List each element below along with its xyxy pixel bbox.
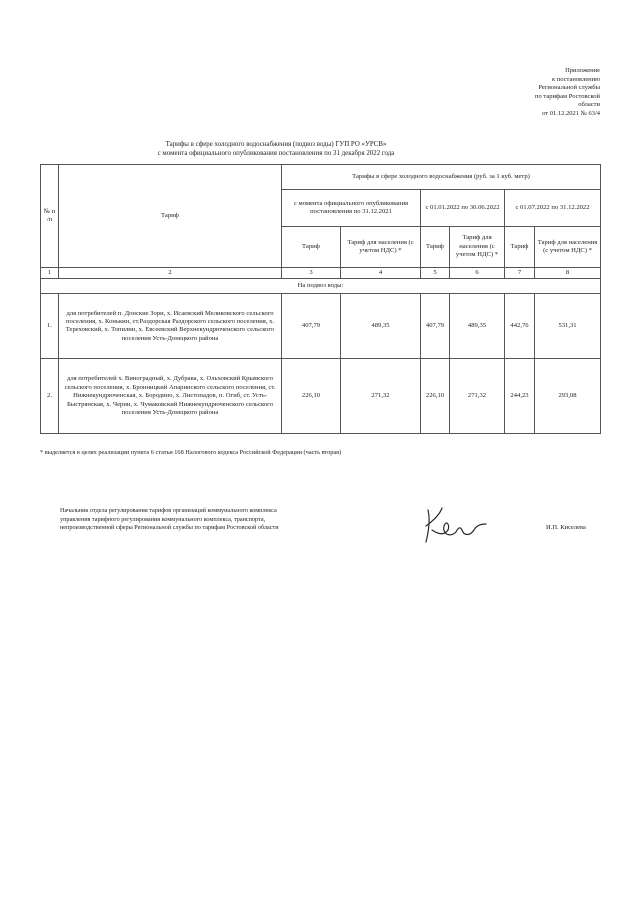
title-line: Тарифы в сфере холодного водоснабжения (подвоз воды) ГУП РО «УРСВ» — [165, 141, 387, 148]
header-sub-tariff: Тариф — [421, 227, 450, 268]
appendix-note — [400, 67, 600, 119]
row-num: 2. — [41, 359, 59, 434]
value-cell: 531,31 — [535, 294, 601, 359]
signer-line: управления тарифного регулирования коммунального комплекса, транспорта, — [60, 515, 266, 523]
signer-position — [60, 507, 360, 533]
index-cell: 3 — [282, 268, 341, 279]
tariff-table — [40, 164, 601, 434]
value-cell: 226,10 — [421, 359, 450, 434]
value-cell: 442,76 — [505, 294, 535, 359]
section-label: На подвоз воды: — [41, 279, 601, 294]
section-row — [41, 279, 601, 294]
appendix-line: по тарифам Ростовской — [535, 92, 600, 100]
value-cell: 244,23 — [505, 359, 535, 434]
header-period: с 01.01.2022 по 30.06.2022 — [421, 190, 505, 227]
signer-line: непроизводственной сферы Региональной службы по тарифам Ростовской области — [60, 524, 279, 532]
index-cell: 4 — [341, 268, 421, 279]
header-period: с момента официального опубликования постановления по 31.12.2021 — [282, 190, 421, 227]
signer-name: И.П. Киселева — [546, 524, 586, 531]
header-sub-population: Тариф для населения (с учетом НДС) * — [535, 227, 601, 268]
value-cell: 271,32 — [450, 359, 505, 434]
index-cell: 8 — [535, 268, 601, 279]
header-sub-tariff: Тариф — [505, 227, 535, 268]
index-cell: 5 — [421, 268, 450, 279]
header-group: Тарифы в сфере холодного водоснабжения (руб. за 1 куб. метр) — [282, 165, 601, 190]
value-cell: 407,79 — [421, 294, 450, 359]
table-row — [41, 294, 601, 359]
footnote: * выделяется в целях реализации пункта 6 статьи 168 Налогового кодекса Российской Федерации (часть вторая) — [40, 449, 342, 456]
signer-line: Начальник отдела регулирования тарифов организаций коммунального комплекса — [60, 507, 277, 514]
value-cell: 226,10 — [282, 359, 341, 434]
row-num: 1. — [41, 294, 59, 359]
signature-image — [420, 500, 500, 548]
value-cell: 489,35 — [341, 294, 421, 359]
appendix-line: к постановлению — [551, 75, 600, 83]
title-line: с момента официального опубликования постановления по 31 декабря 2022 года — [157, 149, 395, 157]
value-cell: 407,79 — [282, 294, 341, 359]
appendix-line: Региональной службы — [538, 84, 600, 92]
index-cell: 6 — [450, 268, 505, 279]
header-sub-population: Тариф для населения (с учетом НДС) * — [341, 227, 421, 268]
value-cell: 293,08 — [535, 359, 601, 434]
row-description: для потребителей х. Виноградный, х. Дубрава, х. Ольховский Крымского сельского поселения, х. Бронницкий Апаринского сельского поселения, ст. Нижнекундрюченская, х. Бородино, х. Листопадов, п. Огиб, ст. Усть-Быстрянская, х. Черни, х. Чумаковский Нижнекундрюченского сельского поселения Усть-Донецкого района — [59, 359, 282, 434]
index-row — [41, 268, 601, 279]
value-cell: 271,32 — [341, 359, 421, 434]
header-tariff: Тариф — [59, 165, 282, 268]
appendix-line: Приложение — [565, 67, 600, 74]
appendix-line: области — [578, 101, 600, 109]
header-period: с 01.07.2022 по 31.12.2022 — [505, 190, 601, 227]
index-cell: 1 — [41, 268, 59, 279]
document-title — [60, 141, 492, 158]
row-description: для потребителей п. Донские Зори, х. Исаевский Меликовского сельского поселения, х. Конькин, ст.Раздорская Раздорского сельского поселения, х. Тереховский, х. Топилин, х. Евсеевский Верхнекундрюченского сельского поселения Усть-Донецкого района — [59, 294, 282, 359]
index-cell: 7 — [505, 268, 535, 279]
header-sub-population: Тариф для населения (с учетом НДС) * — [450, 227, 505, 268]
table-header-row — [41, 165, 601, 190]
table-row — [41, 359, 601, 434]
index-cell: 2 — [59, 268, 282, 279]
header-num: № п /п — [41, 165, 59, 268]
header-sub-tariff: Тариф — [282, 227, 341, 268]
appendix-line: от 01.12.2021 № 63/4 — [542, 109, 600, 117]
value-cell: 489,35 — [450, 294, 505, 359]
